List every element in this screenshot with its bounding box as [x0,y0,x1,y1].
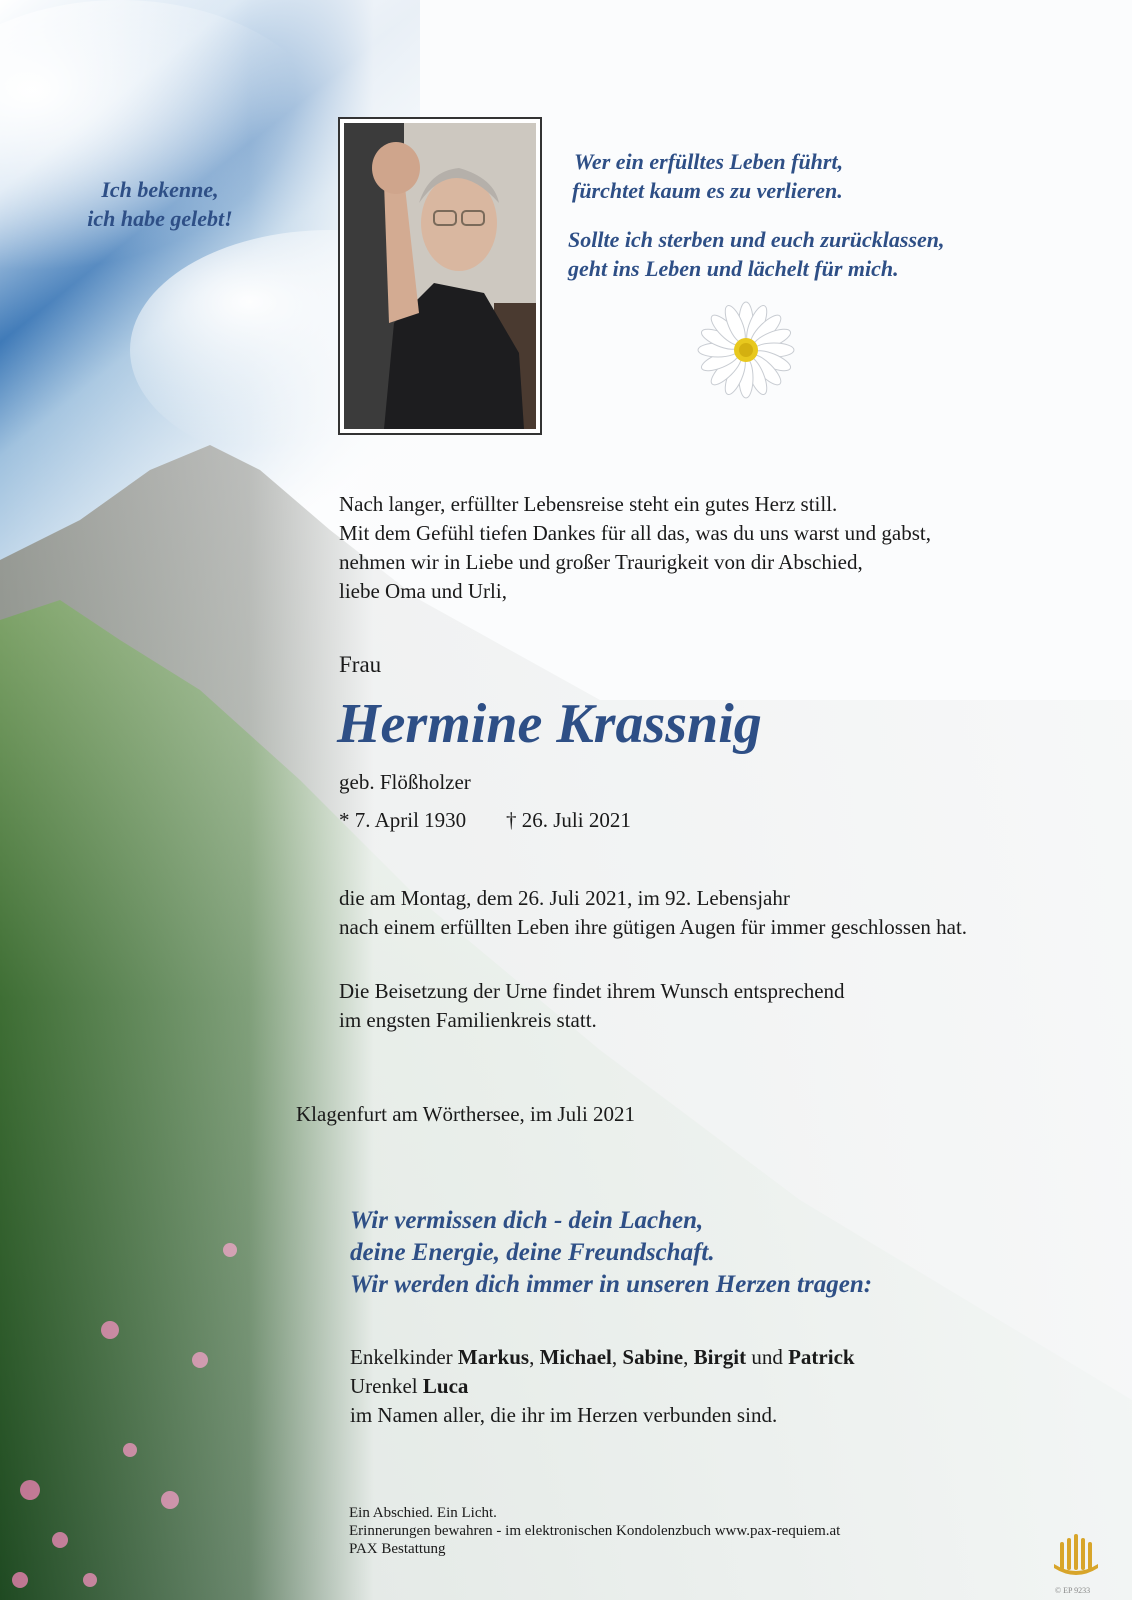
intro-line: Nach langer, erfüllter Lebensreise steht ein gutes Herz still. [339,492,838,516]
footer-line: PAX Bestattung [349,1541,446,1557]
closing-quote-line: Wir vermissen dich - dein Lachen, [350,1207,704,1234]
mourner-name: Patrick [788,1345,855,1369]
footer [349,1504,840,1558]
burial-line: im engsten Familienkreis statt. [339,1008,597,1032]
quote-left [70,175,250,233]
passing-line: nach einem erfüllten Leben ihre gütigen Augen für immer geschlossen hat. [339,915,968,939]
intro-text [339,490,931,606]
mourners-grandchildren [350,1343,855,1372]
quote-right-line: geht ins Leben und lächelt für mich. [568,256,899,281]
closing-quote-line: Wir werden dich immer in unseren Herzen tragen: [350,1271,873,1298]
deceased-name: Hermine Krassnig [337,693,762,755]
death-date: † 26. Juli 2021 [506,808,631,832]
maiden-name: geb. Flößholzer [339,770,471,794]
quote-left-line: ich habe gelebt! [87,206,233,231]
mourners-label: Urenkel [350,1374,423,1398]
mourner-name: Sabine [622,1345,684,1369]
separator: , [529,1345,540,1369]
daisy-flower-icon [696,300,796,400]
mourners [350,1343,855,1430]
intro-line: Mit dem Gefühl tiefen Dankes für all das, was du uns warst und gabst, [339,521,931,545]
quote-left-line: Ich bekenne, [101,177,219,202]
passing-text [339,884,967,942]
mourners-closing: im Namen aller, die ihr im Herzen verbunden sind. [350,1403,778,1427]
salutation: Frau [339,652,382,677]
burial-text [339,977,845,1035]
footer-line: Erinnerungen bewahren - im elektronischen Kondolenzbuch www.pax-requiem.at [349,1523,841,1539]
passing-line: die am Montag, dem 26. Juli 2021, im 92. Lebensjahr [339,886,790,910]
quote-right-line: Wer ein erfülltes Leben führt, [574,149,844,174]
quote-right [568,147,945,283]
mourner-name: Markus [457,1345,530,1369]
burial-line: Die Beisetzung der Urne findet ihrem Wunsch entsprechend [339,979,845,1003]
birth-date: * 7. April 1930 [339,808,467,832]
separator: , [611,1345,623,1369]
quote-right-line: Sollte ich sterben und euch zurücklassen, [568,227,945,252]
print-code: © EP 9233 [1055,1586,1091,1595]
mourner-name: Luca [422,1374,469,1398]
quote-right-line: fürchtet kaum es zu verlieren. [572,178,843,203]
mourner-name: Birgit [693,1345,747,1369]
separator: , [683,1345,694,1369]
place-date: Klagenfurt am Wörthersee, im Juli 2021 [296,1102,636,1126]
intro-line: nehmen wir in Liebe und großer Traurigkeit von dir Abschied, [339,550,863,574]
footer-line: Ein Abschied. Ein Licht. [349,1505,497,1521]
intro-line: liebe Oma und Urli, [339,579,507,603]
mourner-name: Michael [539,1345,612,1369]
pax-logo-icon [1050,1530,1100,1590]
separator: und [746,1345,789,1369]
portrait-photo [338,117,542,435]
mourners-great-grandchild [350,1372,855,1401]
closing-quote-line: deine Energie, deine Freundschaft. [350,1239,715,1266]
closing-quote [350,1205,872,1301]
mourners-label: Enkelkinder [350,1345,458,1369]
